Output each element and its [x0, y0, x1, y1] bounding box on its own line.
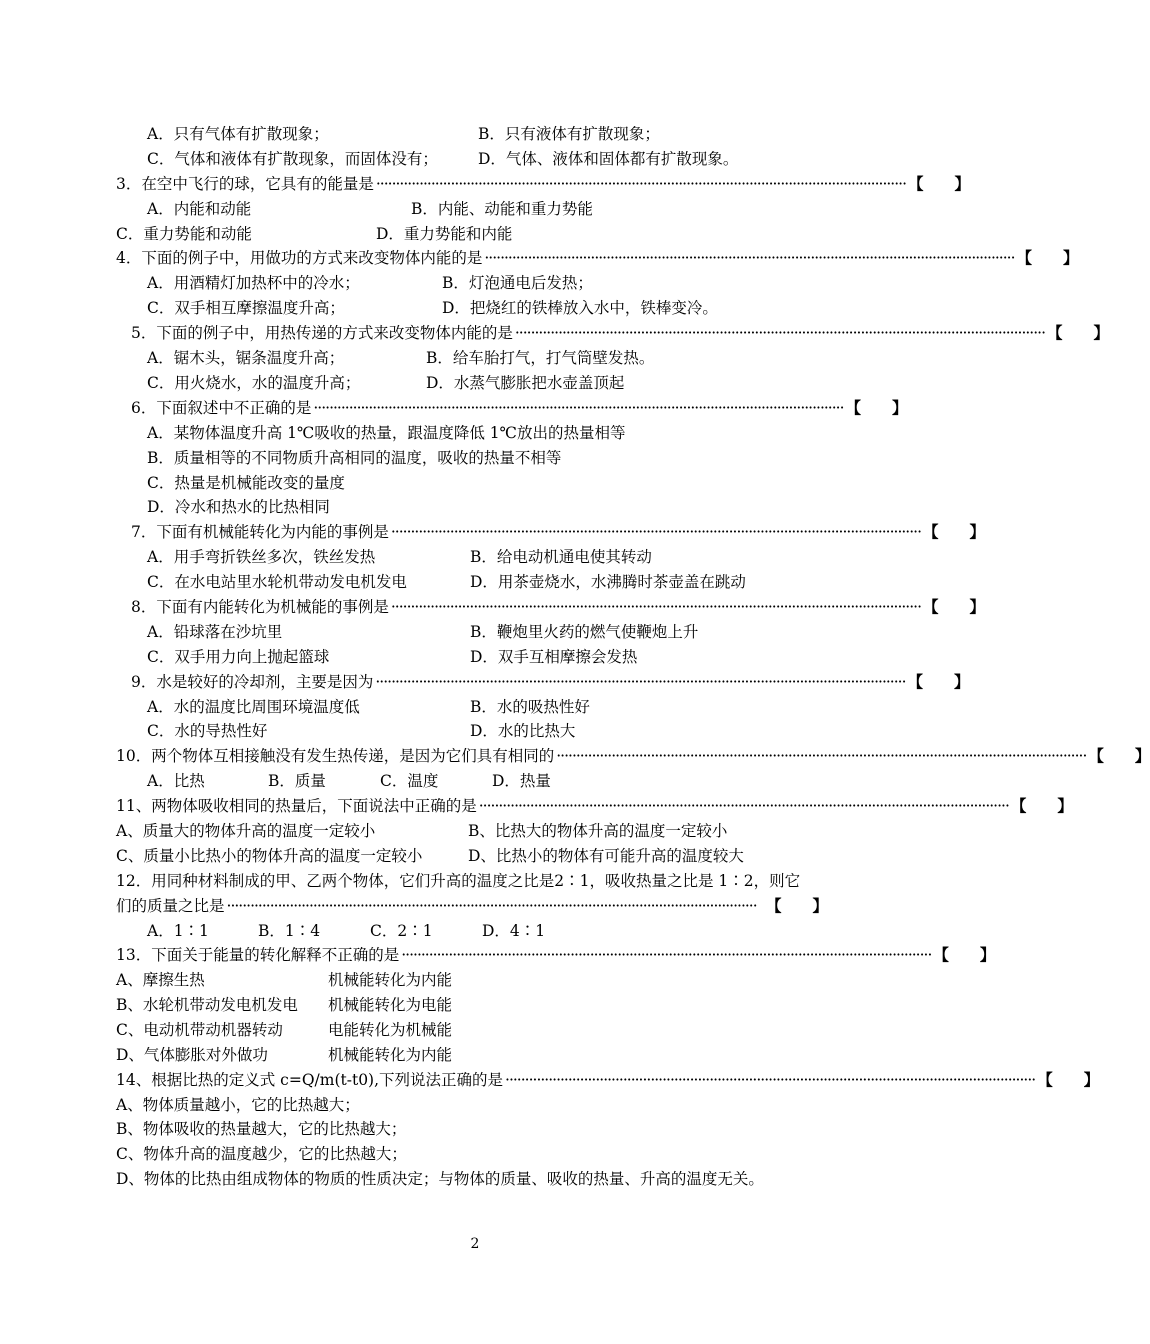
question-7	[131, 522, 986, 542]
q2-option-c: C．气体和液体有扩散现象，而固体没有；	[147, 150, 438, 168]
q4-option-d: D．把烧红的铁棒放入水中，铁棒变冷。	[442, 299, 718, 317]
dot-leader: ·······································································································································	[390, 523, 922, 541]
question-6	[131, 398, 908, 418]
question-14	[116, 1070, 1100, 1090]
answer-bracket: 【 】	[1010, 796, 1073, 815]
q7-option-c: C．在水电站里水轮机带动发电机发电	[147, 573, 407, 591]
page-number: 2	[470, 1236, 480, 1252]
q5-option-a: A．锯木头，锯条温度升高；	[147, 349, 345, 367]
dot-leader: ·······································································································································	[313, 399, 844, 417]
q13-row-a-left: A、摩擦生热	[116, 971, 205, 989]
question-text: 13．下面关于能量的转化解释不正确的是	[116, 946, 400, 964]
q12-option-d: D．4∶1	[482, 922, 546, 940]
q9-option-c: C．水的导热性好	[147, 722, 268, 740]
question-3	[116, 174, 971, 194]
answer-bracket: 【 】	[923, 522, 986, 541]
q12-option-a: A．1∶1	[147, 922, 209, 940]
q7-option-b: B．给电动机通电使其转动	[470, 548, 652, 566]
q10-option-c: C．温度	[380, 772, 439, 790]
q11-option-c: C、质量小比热小的物体升高的温度一定较小	[116, 847, 423, 865]
q2-option-b: B．只有液体有扩散现象；	[478, 125, 660, 143]
question-text: 7．下面有机械能转化为内能的事例是	[131, 523, 389, 541]
dot-leader: ·······································································································································	[390, 598, 922, 616]
question-13	[116, 945, 996, 965]
q13-row-d-left: D、气体膨胀对外做功	[116, 1046, 268, 1064]
q11-option-b: B、比热大的物体升高的温度一定较小	[468, 822, 728, 840]
dot-leader: ·······································································································································	[375, 673, 906, 691]
q4-option-a: A．用酒精灯加热杯中的冷水；	[147, 274, 360, 292]
answer-bracket: 【 】	[765, 896, 828, 915]
q13-row-b-left: B、水轮机带动发电机发电	[116, 996, 298, 1014]
q4-option-b: B．灯泡通电后发热；	[442, 274, 593, 292]
question-text: 14、根据比热的定义式 c=Q/m(t-t0),下列说法正确的是	[116, 1071, 504, 1089]
q3-option-d: D．重力势能和内能	[376, 225, 513, 243]
question-12-line-1: 12．用同种材料制成的甲、乙两个物体，它们升高的温度之比是2∶1，吸收热量之比是 1∶2，则它	[116, 872, 801, 890]
answer-bracket: 【 】	[1037, 1070, 1100, 1089]
question-5	[131, 323, 1110, 343]
dot-leader: ·······································································································································	[401, 946, 932, 964]
q6-option-b: B．质量相等的不同物质升高相同的温度，吸收的热量不相等	[147, 449, 562, 467]
q8-option-b: B．鞭炮里火药的燃气使鞭炮上升	[470, 623, 699, 641]
question-text: 9．水是较好的冷却剂，主要是因为	[131, 673, 374, 691]
q10-option-b: B．质量	[268, 772, 326, 790]
q12-option-c: C．2∶1	[370, 922, 433, 940]
dot-leader: ·······································································································································	[505, 1071, 1036, 1089]
question-text: 6．下面叙述中不正确的是	[131, 399, 312, 417]
question-text: 3．在空中飞行的球，它具有的能量是	[116, 175, 374, 193]
question-10	[116, 746, 1150, 766]
q14-option-c: C、物体升高的温度越少，它的比热越大；	[116, 1145, 407, 1163]
answer-bracket: 【 】	[923, 597, 986, 616]
q2-option-a: A．只有气体有扩散现象；	[147, 125, 329, 143]
q12-option-b: B．1∶4	[258, 922, 321, 940]
q13-row-b-right: 机械能转化为电能	[328, 996, 453, 1014]
q4-option-c: C．双手相互摩擦温度升高；	[147, 299, 345, 317]
question-text: 8．下面有内能转化为机械能的事例是	[131, 598, 389, 616]
dot-leader: ·······································································································································	[375, 175, 907, 193]
dot-leader: ·······································································································································	[556, 747, 1087, 765]
q6-option-a: A．某物体温度升高 1℃吸收的热量，跟温度降低 1℃放出的热量相等	[147, 424, 626, 442]
answer-bracket: 【 】	[908, 174, 971, 193]
dot-leader: ·······································································································································	[226, 897, 757, 915]
q14-option-a: A、物体质量越小，它的比热越大；	[116, 1096, 360, 1114]
q8-option-a: A．铅球落在沙坑里	[147, 623, 283, 641]
q9-option-d: D．水的比热大	[470, 722, 576, 740]
q11-option-a: A、质量大的物体升高的温度一定较小	[116, 822, 376, 840]
q2-option-d: D．气体、液体和固体都有扩散现象。	[478, 150, 739, 168]
q11-option-d: D、比热小的物体有可能升高的温度较大	[468, 847, 744, 865]
q10-option-a: A．比热	[147, 772, 205, 790]
q13-row-d-right: 机械能转化为内能	[328, 1046, 453, 1064]
question-text: 5．下面的例子中，用热传递的方式来改变物体内能的是	[131, 324, 513, 342]
question-12	[116, 896, 828, 916]
q8-option-d: D．双手互相摩擦会发热	[470, 648, 638, 666]
dot-leader: ·······································································································································	[484, 249, 1015, 267]
question-8	[131, 597, 986, 617]
answer-bracket: 【 】	[907, 672, 970, 691]
q3-option-b: B．内能、动能和重力势能	[411, 200, 593, 218]
dot-leader: ·······································································································································	[514, 324, 1046, 342]
dot-leader: ·······································································································································	[478, 797, 1009, 815]
q5-option-b: B．给车胎打气，打气筒壁发热。	[426, 349, 655, 367]
q13-row-a-right: 机械能转化为内能	[328, 971, 453, 989]
q7-option-a: A．用手弯折铁丝多次，铁丝发热	[147, 548, 376, 566]
answer-bracket: 【 】	[1047, 323, 1110, 342]
q3-option-c: C．重力势能和动能	[116, 225, 252, 243]
q14-option-b: B、物体吸收的热量越大，它的比热越大；	[116, 1120, 407, 1138]
answer-bracket: 【 】	[933, 945, 996, 964]
q5-option-d: D．水蒸气膨胀把水壶盖顶起	[426, 374, 625, 392]
question-11	[116, 796, 1073, 816]
q9-option-a: A．水的温度比周围环境温度低	[147, 698, 360, 716]
question-text: 11、两物体吸收相同的热量后，下面说法中正确的是	[116, 797, 477, 815]
question-9	[131, 672, 970, 692]
q14-option-d: D、物体的比热由组成物体的物质的性质决定；与物体的质量、吸收的热量、升高的温度无关。	[116, 1170, 764, 1188]
q6-option-c: C．热量是机械能改变的量度	[147, 474, 345, 492]
q7-option-d: D．用茶壶烧水，水沸腾时茶壶盖在跳动	[470, 573, 746, 591]
q6-option-d: D．冷水和热水的比热相同	[147, 498, 330, 516]
answer-bracket: 【 】	[845, 398, 908, 417]
answer-bracket: 【 】	[1088, 746, 1150, 765]
q10-option-d: D．热量	[492, 772, 551, 790]
question-text: 4．下面的例子中，用做功的方式来改变物体内能的是	[116, 249, 483, 267]
q8-option-c: C．双手用力向上抛起篮球	[147, 648, 330, 666]
answer-bracket: 【 】	[1016, 248, 1079, 267]
q3-option-a: A．内能和动能	[147, 200, 252, 218]
q13-row-c-left: C、电动机带动机器转动	[116, 1021, 283, 1039]
question-text: 10．两个物体互相接触没有发生热传递，是因为它们具有相同的	[116, 747, 555, 765]
question-text: 们的质量之比是	[116, 897, 225, 915]
q13-row-c-right: 电能转化为机械能	[328, 1021, 453, 1039]
q5-option-c: C．用火烧水，水的温度升高；	[147, 374, 361, 392]
q9-option-b: B．水的吸热性好	[470, 698, 590, 716]
question-4	[116, 248, 1079, 268]
